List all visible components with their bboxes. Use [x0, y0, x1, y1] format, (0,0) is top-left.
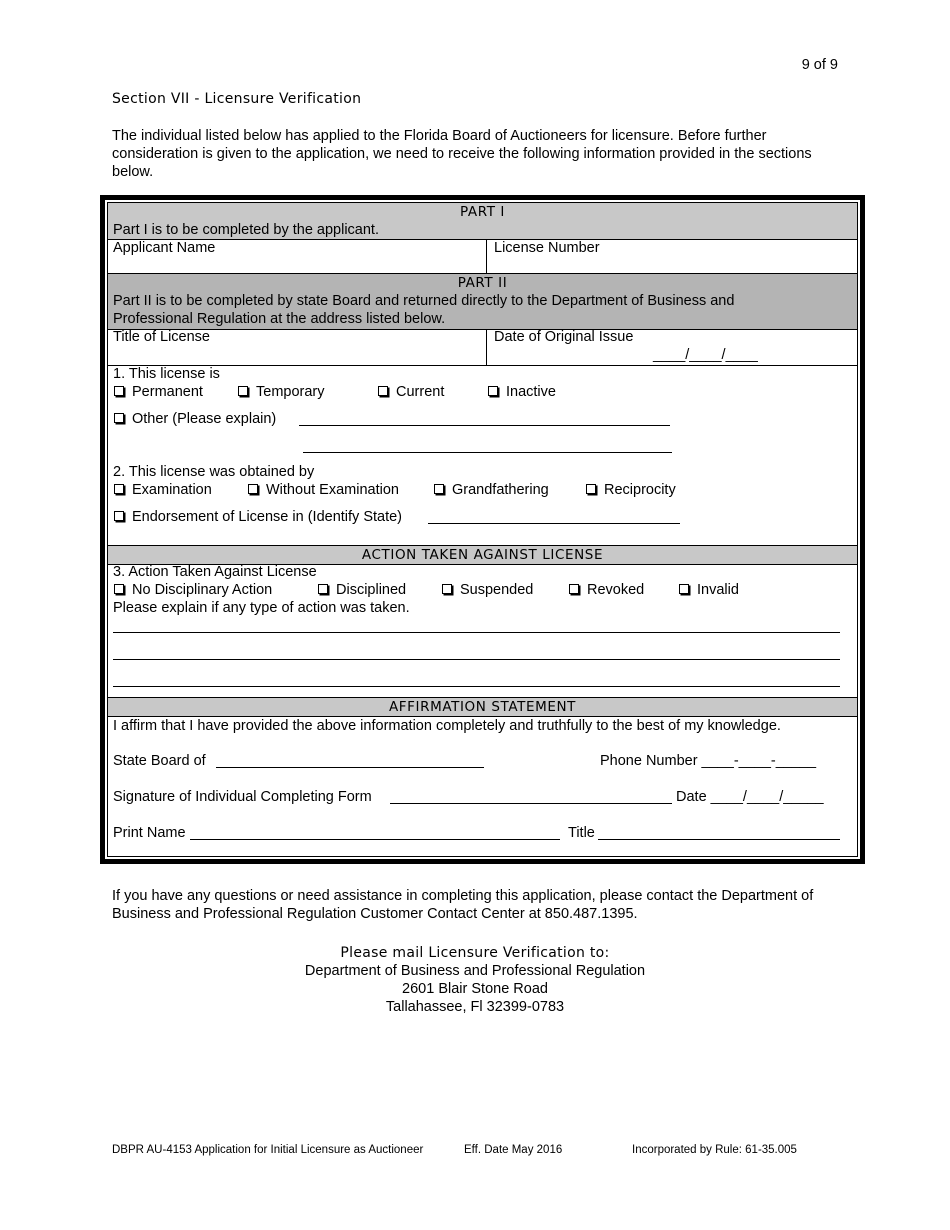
action-header [108, 545, 857, 565]
date-field[interactable]: Date ____/____/_____ [676, 789, 824, 805]
form-inner [107, 202, 858, 857]
footer-form-id: DBPR AU-4153 Application for Initial Licensure as Auctioneer [112, 1144, 424, 1156]
part2-header [108, 273, 857, 330]
affirmation-header [108, 697, 857, 717]
print-name-label: Print Name [113, 825, 186, 841]
q3-option-revoked[interactable]: Revoked [569, 581, 644, 599]
checkbox-icon [488, 386, 498, 396]
signature-label: Signature of Individual Completing Form [113, 789, 372, 805]
checkbox-icon [378, 386, 388, 396]
signature-field[interactable] [390, 803, 672, 804]
explain-label: Please explain if any type of action was taken. [113, 600, 410, 616]
contact-note: If you have any questions or need assistance in completing this application, please contact the Department of Business and Professional Regulation Customer Contact Center at 850.487.1395. [112, 888, 814, 922]
q2-option-endorsement[interactable]: Endorsement of License in (Identify State) [114, 508, 402, 526]
checkbox-icon [114, 584, 124, 594]
divider [108, 365, 857, 366]
part1-subtitle: Part I is to be completed by the applicant. [113, 222, 379, 238]
q1-label: 1. This license is [113, 366, 220, 382]
q1-option-permanent[interactable]: Permanent [114, 383, 203, 401]
verification-form [100, 195, 865, 864]
intro-paragraph: The individual listed below has applied to the Florida Board of Auctioneers for licensure. Before further consideration is given to the application, we need to receive the following information provided in the sections below. [112, 128, 812, 180]
explain-line-2[interactable] [113, 659, 840, 660]
checkbox-icon [114, 386, 124, 396]
q2-label: 2. This license was obtained by [113, 464, 315, 480]
date-original-issue-field[interactable]: ____/____/____ [653, 347, 758, 363]
part2-subtitle: Part II is to be completed by state Board and returned directly to the Department of Business and Professional Regulation at the address listed below. [113, 293, 735, 327]
q1-option-inactive[interactable]: Inactive [488, 383, 556, 401]
q1-option-other[interactable]: Other (Please explain) [114, 410, 276, 428]
footer-eff-date: Eff. Date May 2016 [464, 1144, 563, 1156]
other-explain-line-1[interactable] [299, 425, 670, 426]
checkbox-icon [434, 484, 444, 494]
action-title: ACTION TAKEN AGAINST LICENSE [361, 547, 604, 563]
divider [108, 273, 857, 274]
divider [486, 329, 487, 365]
q3-option-disciplined[interactable]: Disciplined [318, 581, 406, 599]
section-title: Section VII - Licensure Verification [112, 91, 362, 107]
q3-label: 3. Action Taken Against License [113, 564, 317, 580]
checkbox-icon [569, 584, 579, 594]
q2-option-without-examination[interactable]: Without Examination [248, 481, 399, 499]
applicant-name-field[interactable] [108, 240, 485, 273]
affirmation-title: AFFIRMATION STATEMENT [388, 699, 577, 715]
q1-option-temporary[interactable]: Temporary [238, 383, 325, 401]
q3-option-invalid[interactable]: Invalid [679, 581, 739, 599]
checkbox-icon [114, 484, 124, 494]
q3-option-suspended[interactable]: Suspended [442, 581, 533, 599]
checkbox-icon [318, 584, 328, 594]
q2-option-reciprocity[interactable]: Reciprocity [586, 481, 676, 499]
mail-line-3: Tallahassee, Fl 32399-0783 [385, 999, 565, 1015]
q2-option-grandfathering[interactable]: Grandfathering [434, 481, 549, 499]
date-original-issue-label: Date of Original Issue [494, 329, 634, 345]
endorsement-state-line[interactable] [428, 523, 680, 524]
part1-header [108, 203, 857, 240]
checkbox-icon [248, 484, 258, 494]
part2-title: PART II [457, 275, 508, 291]
state-board-label: State Board of [113, 753, 206, 769]
license-number-field[interactable] [487, 240, 857, 273]
explain-line-1[interactable] [113, 632, 840, 633]
checkbox-icon [679, 584, 689, 594]
mail-title: Please mail Licensure Verification to: [340, 945, 610, 961]
mail-block [0, 944, 950, 1016]
applicant-name-label: Applicant Name [113, 240, 216, 256]
phone-number-field[interactable]: Phone Number ____-____-_____ [600, 753, 817, 769]
checkbox-icon [238, 386, 248, 396]
checkbox-icon [114, 413, 124, 423]
state-board-field[interactable] [216, 767, 484, 768]
checkbox-icon [586, 484, 596, 494]
title-of-license-label: Title of License [113, 329, 210, 345]
mail-line-1: Department of Business and Professional Regulation [304, 963, 646, 979]
q1-option-current[interactable]: Current [378, 383, 444, 401]
license-number-label: License Number [494, 240, 600, 256]
title-label: Title [568, 825, 595, 841]
explain-line-3[interactable] [113, 686, 840, 687]
q2-option-examination[interactable]: Examination [114, 481, 212, 499]
title-field[interactable] [598, 839, 840, 840]
q3-option-no-disciplinary[interactable]: No Disciplinary Action [114, 581, 272, 599]
affirmation-statement: I affirm that I have provided the above information completely and truthfully to the best of my knowledge. [113, 718, 781, 734]
checkbox-icon [114, 511, 124, 521]
print-name-field[interactable] [190, 839, 560, 840]
other-explain-line-2[interactable] [303, 452, 672, 453]
mail-line-2: 2601 Blair Stone Road [402, 981, 548, 997]
part1-title: PART I [459, 204, 506, 220]
checkbox-icon [442, 584, 452, 594]
footer-rule: Incorporated by Rule: 61-35.005 [632, 1144, 797, 1156]
page-number: 9 of 9 [801, 57, 838, 73]
